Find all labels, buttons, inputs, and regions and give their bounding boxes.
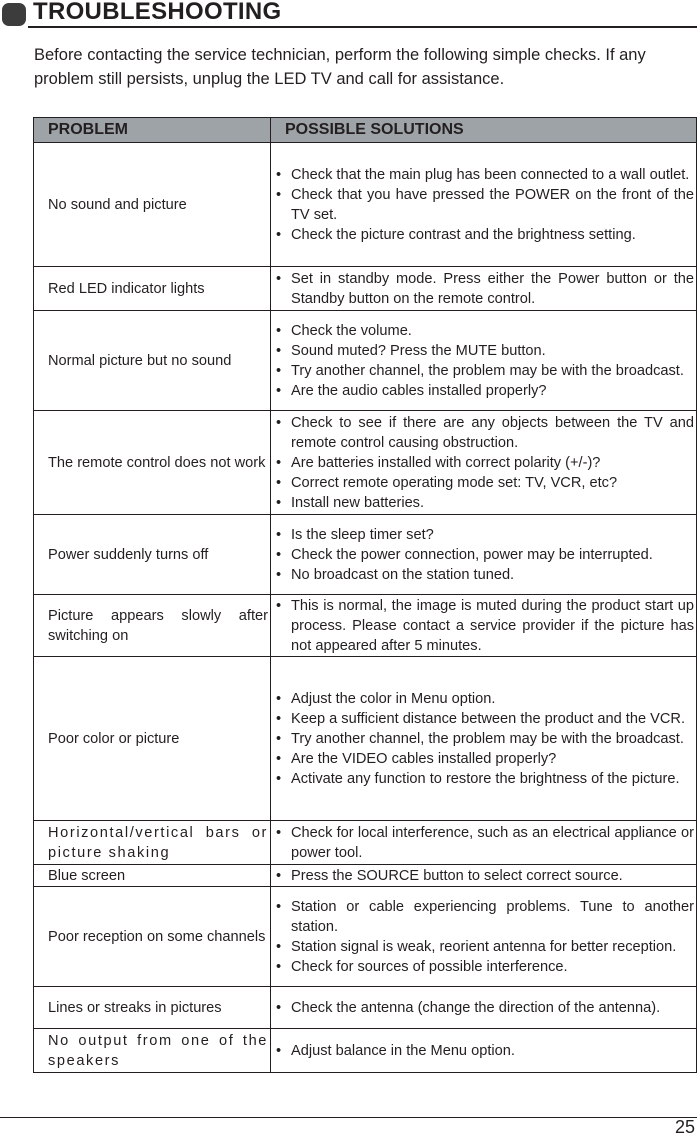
table-row (34, 821, 697, 865)
intro-paragraph: Before contacting the service technician, perform the following simple checks. If any problem still persists, unplug the LED TV and call for assistance. (34, 46, 646, 88)
problem-cell: Poor color or picture (34, 657, 271, 821)
table-row (34, 267, 697, 311)
solutions-cell (271, 311, 697, 411)
solution-item: • Keep a sufficient distance between the product and the VCR. (271, 709, 694, 729)
solutions-list (271, 998, 694, 1018)
solutions-list (271, 823, 694, 863)
solution-item: • Check the antenna (change the direction of the antenna). (271, 998, 694, 1018)
problem-cell: The remote control does not work (34, 411, 271, 515)
solution-item: • Are batteries installed with correct polarity (+/-)? (271, 453, 694, 473)
problem-cell: Lines or streaks in pictures (34, 987, 271, 1029)
solution-item: • Station signal is weak, reorient antenna for better reception. (271, 937, 694, 957)
solution-item: • Sound muted? Press the MUTE button. (271, 341, 694, 361)
table-row (34, 515, 697, 595)
section-header (0, 0, 697, 30)
solution-item: • Check the power connection, power may be interrupted. (271, 545, 694, 565)
solution-item: • Check to see if there are any objects between the TV and remote control causing obstruction. (271, 413, 694, 453)
solution-item: • Install new batteries. (271, 493, 694, 513)
solution-item: • Check the picture contrast and the brightness setting. (271, 225, 694, 245)
solutions-cell (271, 267, 697, 311)
solution-item: • Press the SOURCE button to select correct source. (271, 866, 694, 886)
table-row (34, 887, 697, 987)
table-row (34, 411, 697, 515)
table-row (34, 987, 697, 1029)
solutions-list (271, 413, 694, 513)
solutions-list (271, 596, 694, 656)
solution-item: • Check that you have pressed the POWER on the front of the TV set. (271, 185, 694, 225)
problem-cell: Picture appears slowly after switching on (34, 595, 271, 657)
solutions-column-header: POSSIBLE SOLUTIONS (271, 118, 697, 143)
problem-column-header: PROBLEM (34, 118, 271, 143)
solutions-list (271, 321, 694, 401)
table-row (34, 595, 697, 657)
solution-item: • Check that the main plug has been connected to a wall outlet. (271, 165, 694, 185)
solution-item: • Station or cable experiencing problems. Tune to another station. (271, 897, 694, 937)
solution-item: • Try another channel, the problem may be with the broadcast. (271, 729, 694, 749)
solutions-list (271, 866, 694, 886)
solutions-cell (271, 887, 697, 987)
problem-cell: Red LED indicator lights (34, 267, 271, 311)
solutions-list (271, 689, 694, 789)
solutions-cell (271, 821, 697, 865)
solution-item: • Activate any function to restore the brightness of the picture. (271, 769, 694, 789)
problem-cell: No sound and picture (34, 143, 271, 267)
solutions-list (271, 525, 694, 585)
page-title: TROUBLESHOOTING (33, 0, 282, 25)
solution-item: • This is normal, the image is muted during the product start up process. Please contact a service provider if the picture has not appeared after 5 minutes. (271, 596, 694, 656)
solutions-cell (271, 411, 697, 515)
table-body (34, 143, 697, 1073)
table-row (34, 1029, 697, 1073)
solutions-list (271, 165, 694, 245)
problem-cell: Poor reception on some channels (34, 887, 271, 987)
solutions-cell (271, 595, 697, 657)
solutions-cell (271, 515, 697, 595)
section-badge-icon (2, 3, 26, 26)
table-header-row (34, 118, 697, 143)
solutions-cell (271, 1029, 697, 1073)
solution-item: • Adjust the color in Menu option. (271, 689, 694, 709)
solutions-list (271, 1041, 694, 1061)
solution-item: • Is the sleep timer set? (271, 525, 694, 545)
solutions-cell (271, 987, 697, 1029)
table-row (34, 311, 697, 411)
title-underline (28, 26, 697, 28)
table-row (34, 143, 697, 267)
problem-cell: No output from one of the speakers (34, 1029, 271, 1073)
solution-item: • No broadcast on the station tuned. (271, 565, 694, 585)
solution-item: • Set in standby mode. Press either the Power button or the Standby button on the remote control. (271, 269, 694, 309)
page-number: 25 (674, 1117, 695, 1137)
solution-item: • Check for sources of possible interference. (271, 957, 694, 977)
table-row (34, 657, 697, 821)
solution-item: • Check for local interference, such as an electrical appliance or power tool. (271, 823, 694, 863)
troubleshooting-table (33, 117, 697, 1073)
solution-item: • Are the audio cables installed properly? (271, 381, 694, 401)
problem-cell: Horizontal/vertical bars or picture shaking (34, 821, 271, 865)
solution-item: • Adjust balance in the Menu option. (271, 1041, 694, 1061)
solutions-list (271, 269, 694, 309)
solution-item: • Try another channel, the problem may be with the broadcast. (271, 361, 694, 381)
solutions-cell (271, 143, 697, 267)
solution-item: • Check the volume. (271, 321, 694, 341)
solutions-cell (271, 865, 697, 887)
solutions-list (271, 897, 694, 977)
footer-rule (0, 1117, 697, 1118)
problem-cell: Power suddenly turns off (34, 515, 271, 595)
problem-cell: Normal picture but no sound (34, 311, 271, 411)
solution-item: • Are the VIDEO cables installed properly? (271, 749, 694, 769)
solutions-cell (271, 657, 697, 821)
problem-cell: Blue screen (34, 865, 271, 887)
table-row (34, 865, 697, 887)
solution-item: • Correct remote operating mode set: TV, VCR, etc? (271, 473, 694, 493)
